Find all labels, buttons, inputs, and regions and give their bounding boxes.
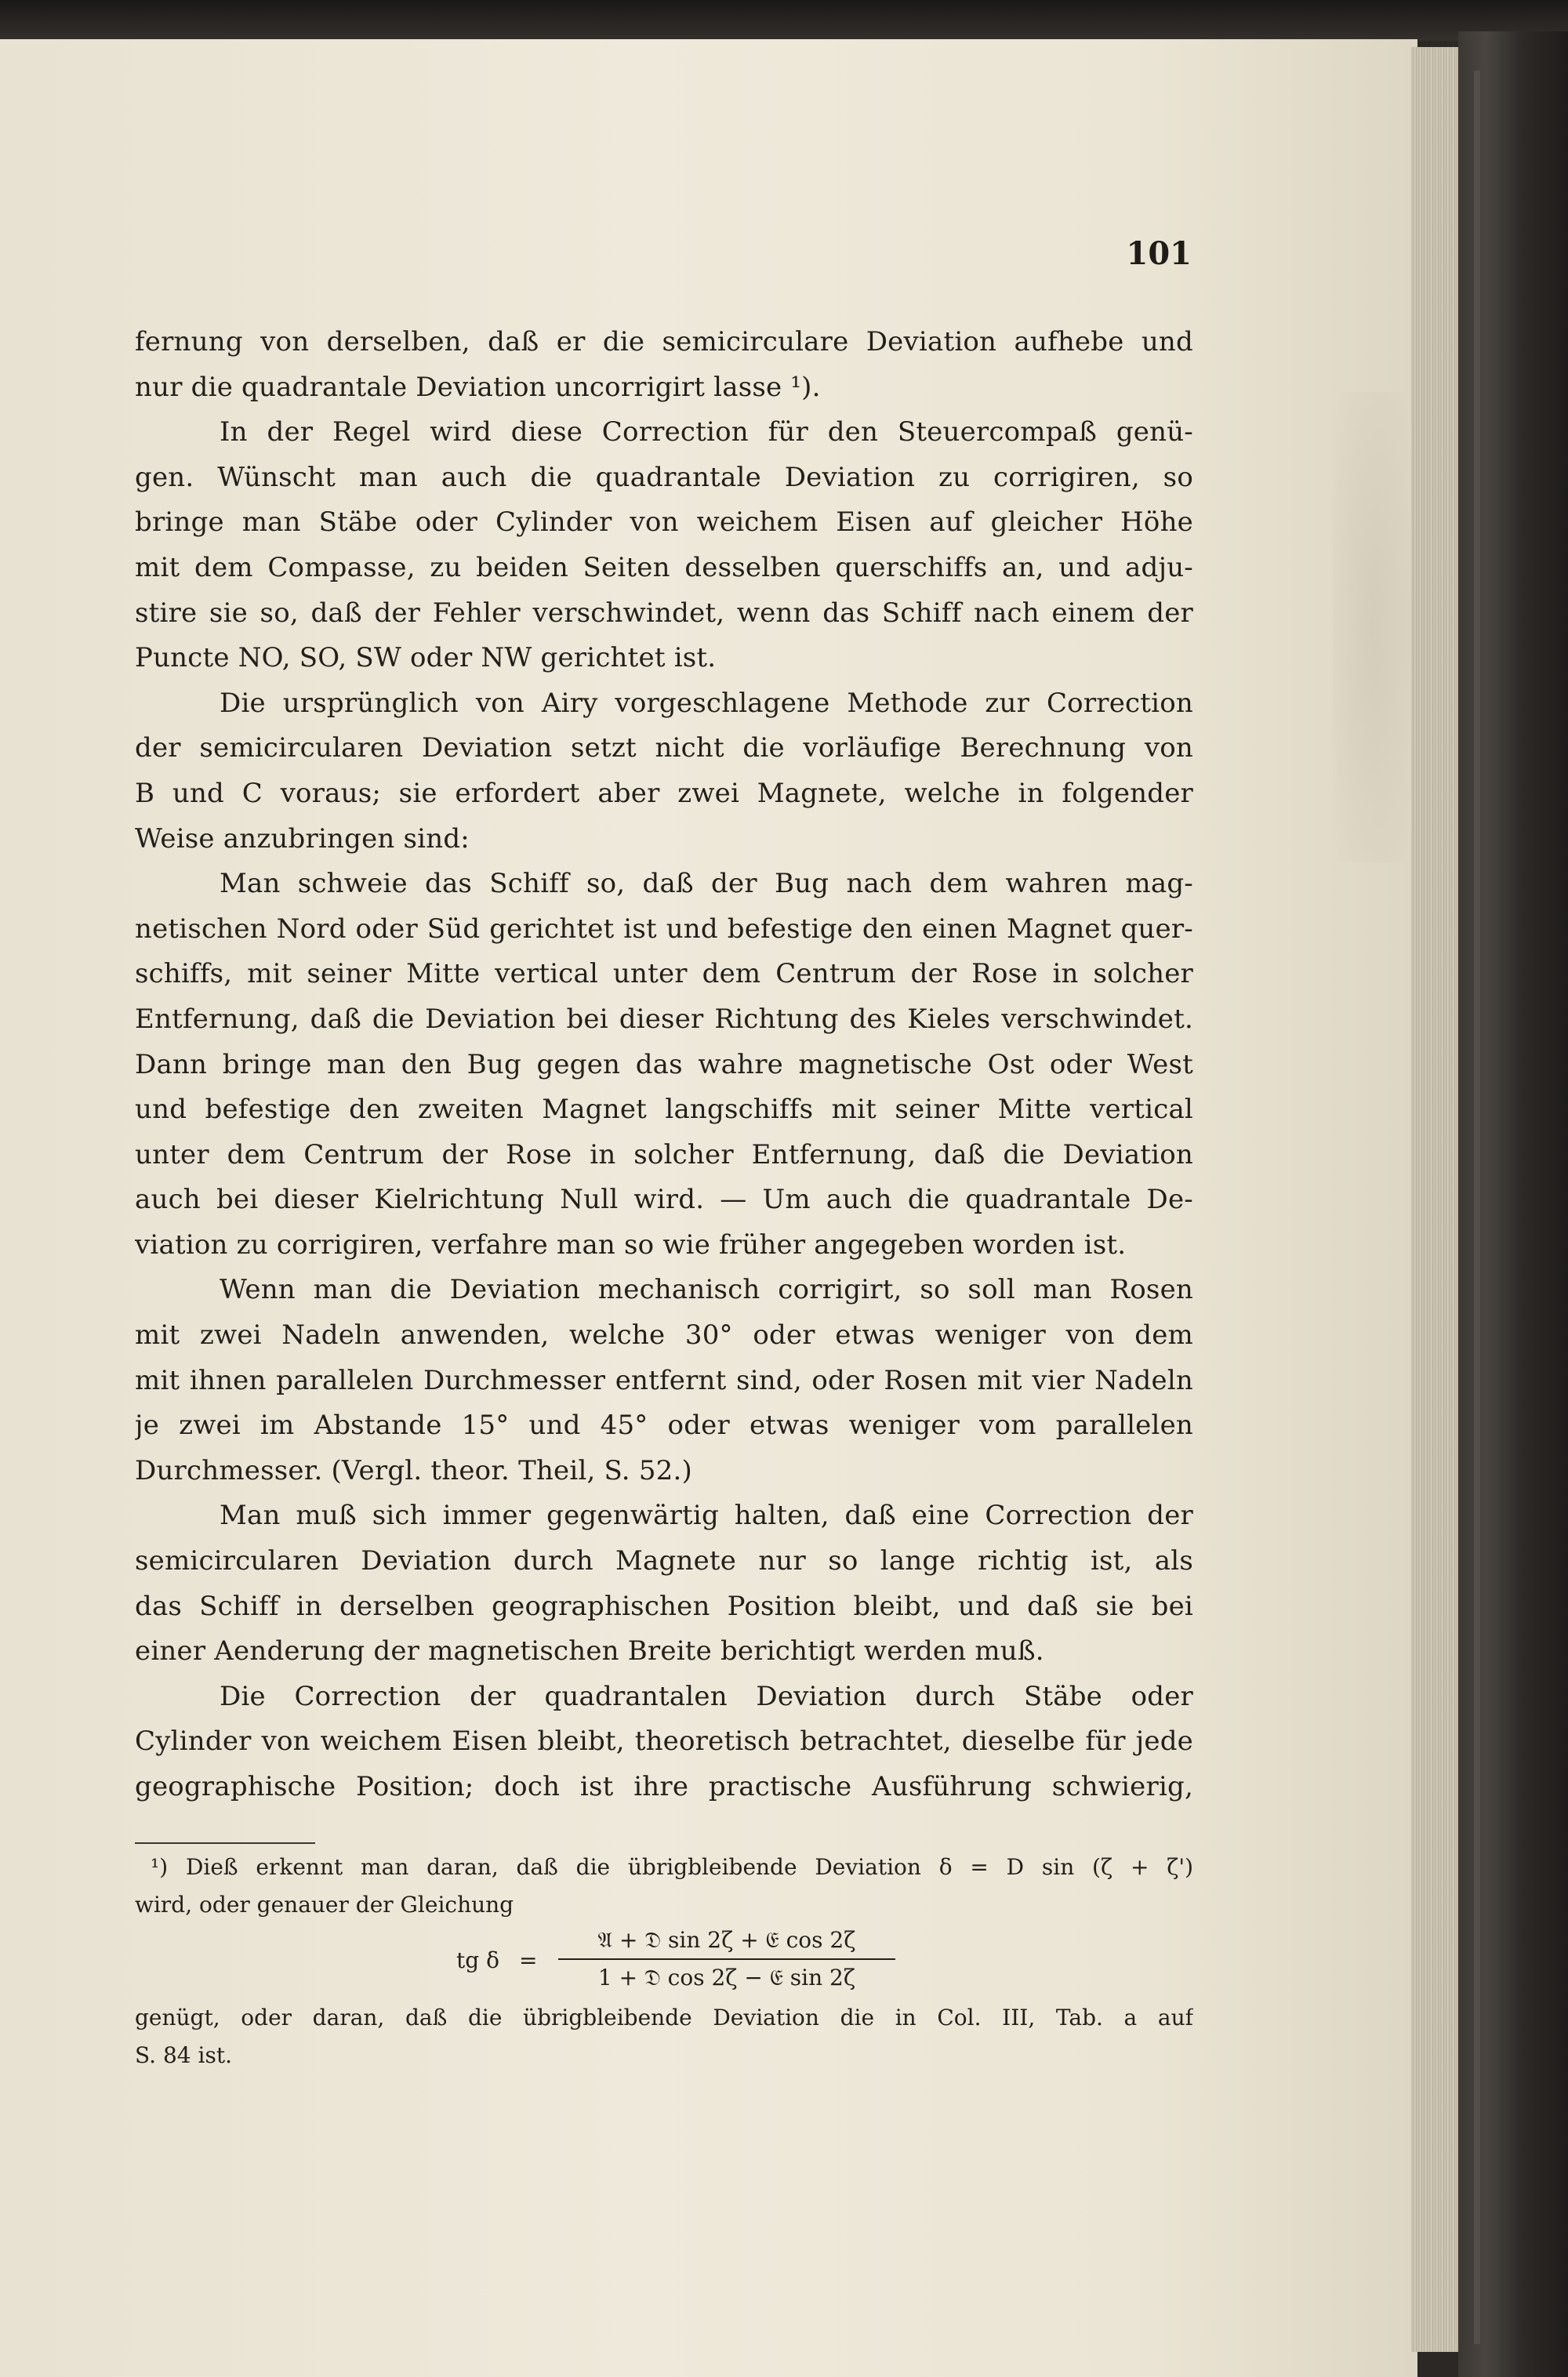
footnote-formula [135, 1924, 1193, 1999]
text-line: Man muß sich immer gegenwärtig halten, daß eine Correction der [220, 1500, 1193, 1532]
scan-top-edge [0, 0, 1568, 41]
text-line: mit zwei Nadeln anwenden, welche 30° oder etwas weniger von dem [135, 1319, 1193, 1352]
page-number: 101 [1126, 235, 1192, 272]
text-line: In der Regel wird diese Correction für den Steuercompaß genü- [220, 416, 1193, 448]
text-line: Dann bringe man den Bug gegen das wahre magnetische Ost oder West [135, 1048, 1193, 1080]
formula-fraction-bar [558, 1958, 895, 1960]
text-line: mit ihnen parallelen Durchmesser entfernt sind, oder Rosen mit vier Nadeln [135, 1364, 1193, 1396]
footnote-line: genügt, oder daran, daß die übrigbleibende Deviation die in Col. III, Tab. a auf [135, 2005, 1193, 2030]
formula-denominator: 1 + 𝔇 cos 2ζ − 𝔈 sin 2ζ [597, 1965, 856, 1991]
text-line: geographische Position; doch ist ihre practische Ausführung schwierig, [135, 1771, 1193, 1802]
formula-numerator: 𝔄 + 𝔇 sin 2ζ + 𝔈 cos 2ζ [597, 1927, 856, 1953]
formula-lhs: tg δ [456, 1947, 499, 1973]
text-line: das Schiff in derselben geographischen Position bleibt, und daß sie bei [135, 1590, 1193, 1622]
text-line: mit dem Compasse, zu beiden Seiten desselben querschiffs an, und adju- [135, 551, 1193, 583]
text-line: Cylinder von weichem Eisen bleibt, theoretisch betrachtet, dieselbe für jede [135, 1726, 1193, 1758]
text-line: Durchmesser. (Vergl. theor. Theil, S. 52.) [135, 1454, 692, 1486]
text-line: nur die quadrantale Deviation uncorrigirt lasse ¹). [135, 371, 821, 403]
footnote-line: S. 84 ist. [135, 2042, 232, 2068]
text-line: netischen Nord oder Süd gerichtet ist und befestige den einen Magnet quer- [135, 913, 1193, 945]
text-line: viation zu corrigiren, verfahre man so wie früher angegeben worden ist. [135, 1228, 1127, 1261]
page-edges [1411, 47, 1458, 2352]
text-line: Wenn man die Deviation mechanisch corrigirt, so soll man Rosen [220, 1274, 1193, 1306]
text-line: einer Aenderung der magnetischen Breite berichtigt werden muß. [135, 1635, 1044, 1668]
formula-equals: = [519, 1947, 538, 1973]
text-line: gen. Wünscht man auch die quadrantale Deviation zu corrigiren, so [135, 461, 1193, 493]
text-line: auch bei dieser Kielrichtung Null wird. — Um auch die quadrantale De- [135, 1184, 1193, 1216]
footnote-rule [135, 1842, 315, 1844]
text-line: je zwei im Abstande 15° und 45° oder etwas weniger vom parallelen [135, 1410, 1193, 1442]
footnote-line: ¹) Dieß erkennt man daran, daß die übrigbleibende Deviation δ = D sin (ζ + ζ') [151, 1854, 1193, 1880]
cover-bevel [1474, 71, 1480, 2344]
text-line: Entfernung, daß die Deviation bei dieser Richtung des Kieles verschwindet. [135, 1003, 1193, 1035]
text-line: unter dem Centrum der Rose in solcher Entfernung, daß die Deviation [135, 1138, 1193, 1170]
text-line: schiffs, mit seiner Mitte vertical unter dem Centrum der Rose in solcher [135, 958, 1193, 990]
text-line: stire sie so, daß der Fehler verschwindet, wenn das Schiff nach einem der [135, 597, 1193, 629]
text-line: Man schweie das Schiff so, daß der Bug nach dem wahren mag- [220, 868, 1193, 900]
footnote [135, 1849, 1193, 2074]
text-line: Die Correction der quadrantalen Deviation durch Stäbe oder [220, 1680, 1193, 1712]
text-line: fernung von derselben, daß er die semicirculare Deviation aufhebe und [135, 326, 1193, 357]
text-line: und befestige den zweiten Magnet langschiffs mit seiner Mitte vertical [135, 1094, 1193, 1126]
paper-smudge [1333, 392, 1411, 862]
body-text [135, 320, 1193, 1810]
text-line: der semicircularen Deviation setzt nicht die vorläufige Berechnung von [135, 732, 1193, 764]
text-line: semicircularen Deviation durch Magnete nur so lange richtig ist, als [135, 1545, 1193, 1577]
text-line: bringe man Stäbe oder Cylinder von weichem Eisen auf gleicher Höhe [135, 506, 1193, 539]
text-line: B und C voraus; sie erfordert aber zwei Magnete, welche in folgender [135, 777, 1193, 809]
footnote-line: wird, oder genauer der Gleichung [135, 1892, 514, 1918]
text-line: Puncte NO, SO, SW oder NW gerichtet ist. [135, 642, 717, 674]
formula-fraction [558, 1924, 895, 1994]
text-line: Die ursprünglich von Airy vorgeschlagene Methode zur Correction [220, 687, 1193, 719]
text-line: Weise anzubringen sind: [135, 822, 470, 855]
